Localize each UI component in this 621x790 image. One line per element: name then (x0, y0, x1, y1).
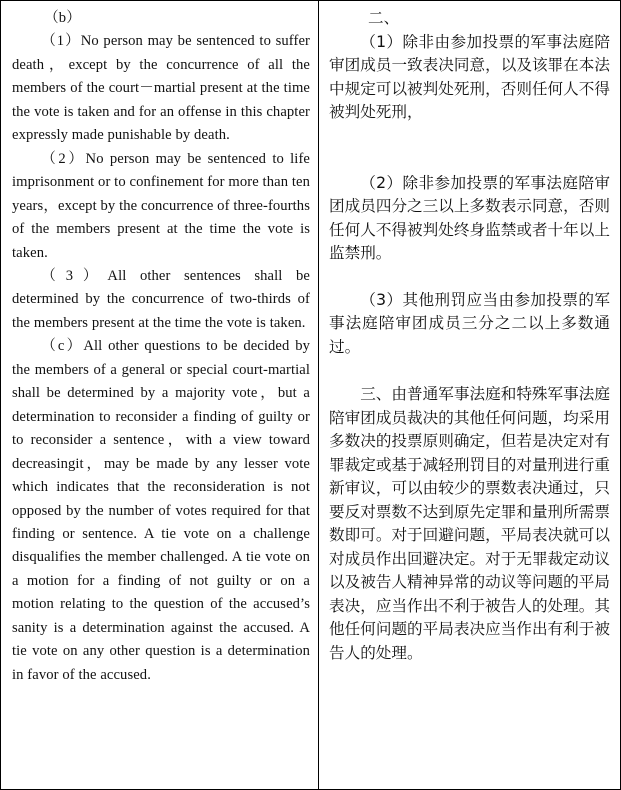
chinese-heading: 二、 (368, 9, 400, 27)
chinese-column (319, 1, 620, 789)
spacer (329, 125, 610, 172)
spacer (329, 359, 610, 383)
english-heading: （b） (44, 10, 81, 26)
spacer (329, 266, 610, 289)
chinese-paragraph-4: 三、由普通军事法庭和特殊军事法庭陪审团成员裁决的其他任何问题，均采用多数决的投票原则确定，但若是决定对有罪裁定或基于减轻刑罚目的对量刑进行重新审议，可以由较少的票数表决通过，只要反对票数不达到原先定罪和量刑所需票数即可。对于回避问题，平局表决就可以对成员作出回避决定。对于无罪裁定动议以及被告人精神异常的动议等问题的平局表决，应当作出不利于被告人的处理。其他任何问题的平局表决应当作出有利于被告人的处理。 (329, 385, 610, 662)
english-paragraph-1: （1）No person may be sentenced to suffer death，except by the concurrence of all the members of the court－martial present at the time the vote is taken and for an offense in this chapter expressly made punishable by death. (12, 33, 310, 144)
english-column (1, 1, 319, 789)
english-paragraph-2: （2）No person may be sentenced to life imprisonment or to confinement for more than ten years，except by the concurrence of three-fourths of the members present at the time the vote is taken. (12, 150, 310, 261)
english-paragraph-4: （c）All other questions to be decided by the members of a general or special court-martial shall be determined by a majority vote，but a determination to reconsider a finding of guilty or to reconsider a sentence，with a view toward decreasingit，may be made by any lesser vote which indicates that the reconsideration is not opposed by the number of votes required for that finding or sentence. A tie vote on a challenge disqualifies the member challenged. A tie vote on a motion for a finding of not guilty or on a motion relating to the question of the accused’s sanity is a determination against the accused. A tie vote on any other question is a determination in favor of the accused. (12, 338, 310, 683)
chinese-paragraph-3: （3）其他刑罚应当由参加投票的军事法庭陪审团成员三分之二以上多数通过。 (329, 290, 610, 356)
chinese-paragraph-2: （2）除非参加投票的军事法庭陪审团成员四分之三以上多数表示同意，否则任何人不得被判处终身监禁或者十年以上监禁刑。 (329, 173, 610, 262)
chinese-paragraph-1: （1）除非由参加投票的军事法庭陪审团成员一致表决同意，以及该罪在本法中规定可以被判处死刑，否则任何人不得被判处死刑， (329, 32, 610, 121)
english-paragraph-3: （3）All other sentences shall be determined by the concurrence of two-thirds of the members present at the time the vote is taken. (12, 267, 310, 331)
